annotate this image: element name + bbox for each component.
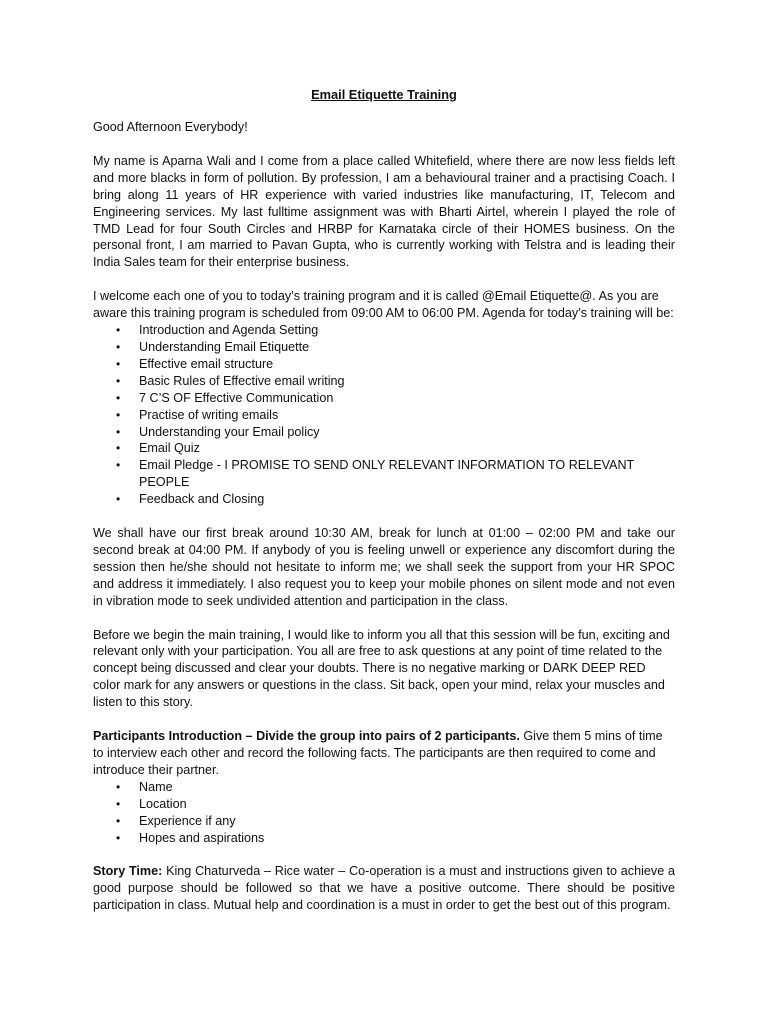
agenda-item: • 7 C’S OF Effective Communication	[116, 390, 334, 405]
fact-item: • Location	[116, 796, 187, 811]
facts-list	[93, 779, 675, 847]
bullet-icon: •	[116, 830, 121, 845]
story-text: King Chaturveda – Rice water – Co-operation is a must and instructions given to achieve a good purpose should be followed so that we have a positive outcome. There should be positive participation in class. Mutual help and coordination is a must in order to get the best out of this program.	[93, 864, 675, 913]
agenda-item: • Understanding Email Etiquette	[116, 339, 310, 354]
bullet-icon: •	[116, 390, 121, 405]
fact-item: • Name	[116, 779, 173, 794]
participants-details: Give them 5 mins of time to interview each other and record the following facts. The participants are then required to come and introduce their partner.	[93, 729, 663, 777]
before-training-paragraph: Before we begin the main training, I would like to inform you all that this session will be fun, exciting and relevant only with your participation. You all are free to ask questions at any point of time related to the concept being discussed and clear your doubts. There is no negative marking or DARK DEEP RED color mark for any answers or questions in the class. Sit back, open your mind, relax your muscles and listen to this story.	[93, 627, 670, 710]
bullet-icon: •	[116, 323, 121, 338]
bullet-icon: •	[116, 424, 121, 439]
participants-instruction: Divide the group into pairs of 2 participants.	[256, 729, 520, 744]
break-paragraph: We shall have our first break around 10:30 AM, break for lunch at 01:00 – 02:00 PM and take our second break at 04:00 PM. If anybody of you is feeling unwell or experience any discomfort during the session then he/she should not hesitate to inform me; we shall seek the support from your HR SPOC and address it immediately. I also request you to keep your mobile phones on silent mode and not even in vibration mode to seek undivided attention and participation in the class.	[93, 526, 675, 608]
fact-item: • Experience if any	[116, 813, 236, 828]
agenda-item: • Effective email structure	[116, 356, 274, 371]
participants-paragraph: Participants Introduction – Divide the group into pairs of 2 participants. Give them 5 mins of time to interview each other and record the following facts. The participants are then required to come and introduce their partner.	[93, 729, 663, 777]
story-paragraph	[93, 863, 675, 914]
participants-label: Participants Introduction	[93, 729, 243, 744]
bullet-icon: •	[116, 339, 121, 354]
agenda-list	[93, 322, 675, 508]
story-label: Story Time:	[93, 864, 163, 879]
bullet-icon: •	[116, 458, 121, 473]
bullet-icon: •	[116, 441, 121, 456]
agenda-item: • Understanding your Email policy	[116, 424, 320, 439]
agenda-item: • Basic Rules of Effective email writing	[116, 373, 345, 388]
bullet-icon: •	[116, 373, 121, 388]
bullet-icon: •	[116, 779, 121, 794]
bullet-icon: •	[116, 356, 121, 371]
welcome-paragraph: I welcome each one of you to today’s training program and it is called @Email Etiquette@. As you are aware this training program is scheduled from 09:00 AM to 06:00 PM. Agenda for today’s training will be:	[93, 289, 674, 321]
document-page	[93, 86, 675, 931]
fact-item: • Hopes and aspirations	[116, 830, 265, 845]
agenda-item: • Email Pledge - I PROMISE TO SEND ONLY RELEVANT INFORMATION TO RELEVANT PEOPLE	[116, 458, 635, 490]
bullet-icon: •	[116, 796, 121, 811]
bullet-icon: •	[116, 407, 121, 422]
agenda-item: • Feedback and Closing	[116, 492, 265, 507]
bullet-icon: •	[116, 492, 121, 507]
greeting: Good Afternoon Everybody!	[93, 120, 248, 134]
page-title: Email Etiquette Training	[311, 87, 457, 102]
agenda-item: • Email Quiz	[116, 441, 200, 456]
agenda-item: • Introduction and Agenda Setting	[116, 323, 319, 338]
agenda-item: • Practise of writing emails	[116, 407, 279, 422]
bullet-icon: •	[116, 813, 121, 828]
intro-paragraph: My name is Aparna Wali and I come from a place called Whitefield, where there are now less fields left and more blacks in form of pollution. By profession, I am a behavioural trainer and a practising Coach. I bring along 11 years of HR experience with varied industries like manufacturing, IT, Telecom and Engineering services. My last fulltime assignment was with Bharti Airtel, wherein I played the role of TMD Lead for four South Circles and HRBP for Karnataka circle of their HOMES business. On the personal front, I am married to Pavan Gupta, who is currently working with Telstra and is leading their India Sales team for their enterprise business.	[93, 153, 675, 270]
